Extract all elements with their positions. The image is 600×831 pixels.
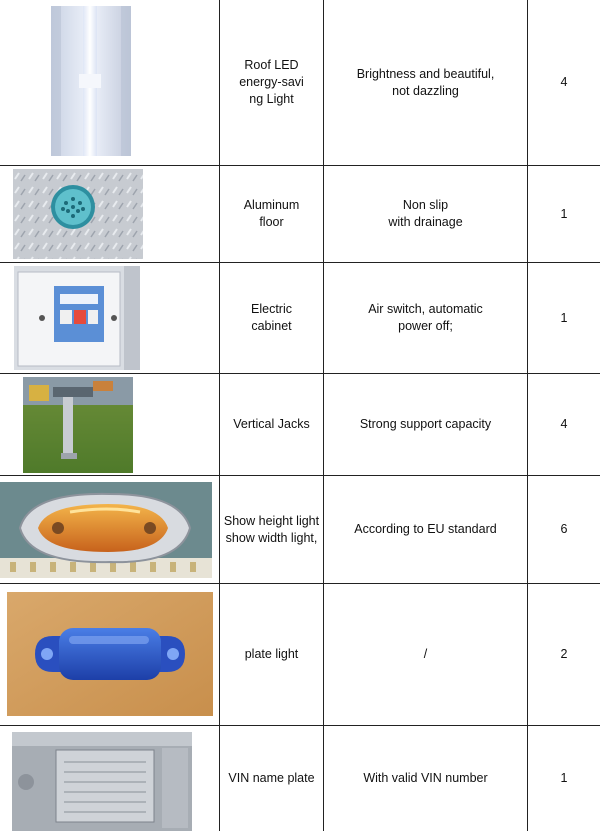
item-description: Brightness and beautiful, not dazzling [356,66,495,98]
item-quantity: 4 [560,417,568,431]
item-quantity: 1 [560,310,568,325]
item-name: Vertical Jacks [233,417,310,431]
item-quantity: 1 [560,206,568,221]
electric-cabinet-photo [14,266,140,370]
table-row [0,166,600,263]
item-description: Strong support capacity [359,417,492,431]
item-description: According to EU standard [354,522,497,536]
item-quantity: 4 [560,75,568,89]
item-description: / [423,647,428,661]
table-row [0,726,600,831]
item-name: Aluminum floor [243,198,300,229]
item-quantity: 2 [560,647,568,661]
vin-plate-photo [12,732,192,831]
item-description: Air switch, automatic power off; [368,302,483,333]
plate-light-photo [7,592,213,716]
table-row [0,263,600,374]
item-name: Roof LED energy-savi ng Light [239,58,304,106]
item-name: VIN name plate [228,771,315,785]
vertical-jack-photo [23,377,133,473]
floor-drain-photo [13,169,143,259]
table-row [0,584,600,726]
table-row [0,0,600,166]
marker-light-photo [0,482,212,578]
led-light-photo [51,6,131,156]
item-description: With valid VIN number [363,771,488,785]
item-name: Electric cabinet [251,302,292,333]
item-name: plate light [244,647,299,661]
item-name: Show height light show width light, [223,513,320,545]
item-quantity: 1 [560,771,568,785]
table-row [0,374,600,476]
item-description: Non slip with drainage [388,198,463,229]
item-quantity: 6 [560,522,568,536]
table-row [0,476,600,584]
